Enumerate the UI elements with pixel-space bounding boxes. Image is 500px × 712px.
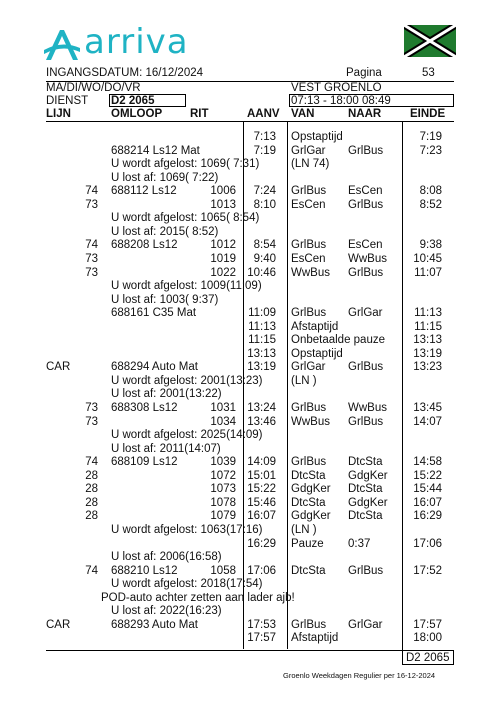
row-naar: WwBus bbox=[348, 252, 387, 265]
row-naar: DtcSta bbox=[348, 510, 383, 523]
row-aanv: 17:57 bbox=[247, 632, 276, 645]
row-van: GdgKer bbox=[291, 510, 331, 523]
row-note-wide: POD-auto achter zetten aan lader ajb! bbox=[101, 591, 295, 604]
row-einde: 16:07 bbox=[413, 496, 442, 509]
footer-dienst: D2 2065 bbox=[406, 652, 450, 664]
row-rit: 1073 bbox=[210, 483, 236, 496]
days: MA/DI/WO/DO/VR bbox=[46, 82, 141, 94]
time-range: 07:13 - 18:00 08:49 bbox=[291, 95, 391, 107]
row-einde: 18:00 bbox=[413, 632, 442, 645]
row-van: WwBus bbox=[291, 415, 330, 428]
row-aanv: 8:54 bbox=[253, 239, 276, 252]
col-naar: NAAR bbox=[348, 108, 382, 120]
row-van: GrlBus bbox=[291, 456, 327, 469]
row-aanv: 7:24 bbox=[253, 185, 276, 198]
row-rit: 1034 bbox=[210, 415, 236, 428]
row-aanv: 15:46 bbox=[247, 496, 276, 509]
row-rit: 1079 bbox=[210, 510, 236, 523]
row-naar: GrlGar bbox=[348, 307, 383, 320]
col-rit: RIT bbox=[190, 108, 209, 120]
row-einde: 15:22 bbox=[413, 469, 442, 482]
row-van: GrlBus bbox=[291, 239, 327, 252]
row-einde: 13:23 bbox=[413, 361, 442, 374]
row-aanv: 17:06 bbox=[247, 564, 276, 577]
row-rit: 1022 bbox=[210, 266, 236, 279]
row-van: EsCen bbox=[291, 252, 326, 265]
row-naar: GrlBus bbox=[348, 564, 384, 577]
row-van: EsCen bbox=[291, 198, 326, 211]
row-naar: 0:37 bbox=[348, 537, 371, 550]
row-van: (LN ) bbox=[291, 374, 317, 387]
row-van: DtcSta bbox=[291, 469, 326, 482]
row-rit: 1031 bbox=[210, 402, 236, 414]
row-note: U wordt afgelost: 1063(17:16) bbox=[111, 523, 263, 536]
row-rit: 1072 bbox=[210, 469, 236, 482]
col-omloop: OMLOOP bbox=[111, 108, 163, 120]
row-lijn: 73 bbox=[85, 198, 98, 211]
row-naar: DtcSta bbox=[348, 483, 383, 496]
row-van: GrlBus bbox=[291, 307, 327, 320]
row-note: U lost af: 1069( 7:22) bbox=[111, 171, 219, 184]
row-van: Opstaptijd bbox=[291, 347, 343, 360]
row-aanv: 16:07 bbox=[247, 510, 276, 523]
row-naar: GrlBus bbox=[348, 266, 384, 279]
row-aanv: 11:15 bbox=[248, 334, 276, 347]
row-aanv: 9:40 bbox=[253, 252, 276, 265]
col-van: VAN bbox=[291, 108, 315, 120]
row-einde: 14:58 bbox=[413, 456, 442, 469]
row-van: GrlGar bbox=[291, 144, 326, 157]
col-einde: EINDE bbox=[410, 108, 446, 120]
row-van: GrlBus bbox=[291, 402, 327, 414]
row-lijn: 74 bbox=[85, 239, 98, 252]
dienst-value: D2 2065 bbox=[111, 95, 155, 107]
row-omloop: 688293 Auto Mat bbox=[111, 618, 198, 631]
row-einde: 11:07 bbox=[414, 266, 442, 279]
row-naar: GrlBus bbox=[348, 198, 384, 211]
row-lijn: 73 bbox=[85, 252, 98, 265]
footer-rule bbox=[46, 650, 454, 651]
row-einde: 13:45 bbox=[413, 402, 442, 414]
row-omloop: 688308 Ls12 bbox=[111, 402, 178, 414]
row-einde: 17:52 bbox=[413, 564, 442, 577]
row-lijn: 74 bbox=[85, 456, 98, 469]
row-rit: 1019 bbox=[210, 252, 236, 265]
row-naar: EsCen bbox=[348, 185, 383, 198]
row-rit: 1078 bbox=[210, 496, 236, 509]
col-lijn: LIJN bbox=[46, 108, 71, 120]
row-lijn: 73 bbox=[85, 415, 98, 428]
row-naar: GrlBus bbox=[348, 144, 384, 157]
row-einde: 8:52 bbox=[419, 198, 442, 211]
row-omloop: 688161 C35 Mat bbox=[111, 307, 197, 320]
row-van: (LN ) bbox=[291, 523, 317, 536]
row-einde: 7:23 bbox=[419, 144, 442, 157]
row-note: U lost af: 2022(16:23) bbox=[111, 605, 222, 618]
row-aanv: 14:09 bbox=[247, 456, 276, 469]
row-aanv: 13:46 bbox=[247, 415, 276, 428]
row-einde: 13:19 bbox=[413, 347, 442, 360]
row-aanv: 13:24 bbox=[247, 402, 276, 414]
row-naar: GrlBus bbox=[348, 361, 384, 374]
row-naar: DtcSta bbox=[348, 456, 383, 469]
vestiging: VEST GROENLO bbox=[291, 82, 382, 94]
row-note: U wordt afgelost: 1065( 8:54) bbox=[111, 212, 260, 225]
row-note: U wordt afgelost: 2025(14:09) bbox=[111, 429, 263, 442]
dienst-label: DIENST bbox=[46, 95, 89, 107]
pagina-label: Pagina bbox=[346, 67, 382, 79]
row-rit: 1039 bbox=[210, 456, 236, 469]
row-note: U lost af: 1003( 9:37) bbox=[111, 293, 219, 306]
row-einde: 9:38 bbox=[419, 239, 442, 252]
row-einde: 13:13 bbox=[413, 334, 442, 347]
row-einde: 11:13 bbox=[414, 307, 442, 320]
row-naar: EsCen bbox=[348, 239, 383, 252]
row-aanv: 15:22 bbox=[247, 483, 276, 496]
row-van: Onbetaalde pauze bbox=[291, 334, 385, 347]
brand-logo-text: arriva bbox=[84, 22, 189, 62]
row-omloop: 688214 Ls12 Mat bbox=[111, 144, 200, 157]
row-omloop: 688112 Ls12 bbox=[111, 185, 177, 198]
row-einde: 10:45 bbox=[413, 252, 442, 265]
row-rit: 1006 bbox=[210, 185, 236, 198]
row-aanv: 13:13 bbox=[247, 347, 276, 360]
row-aanv: 10:46 bbox=[247, 266, 276, 279]
row-van: Pauze bbox=[291, 537, 324, 550]
row-van: Opstaptijd bbox=[291, 131, 343, 143]
row-note: U wordt afgelost: 1009(11:09) bbox=[111, 280, 262, 293]
row-einde: 7:19 bbox=[419, 131, 442, 143]
row-lijn: CAR bbox=[46, 361, 71, 374]
row-aanv: 17:53 bbox=[247, 618, 276, 631]
row-note: U wordt afgelost: 2018(17:54) bbox=[111, 578, 263, 591]
row-van: GrlBus bbox=[291, 185, 327, 198]
row-van: (LN 74) bbox=[291, 158, 330, 171]
row-van: Afstaptijd bbox=[291, 320, 339, 333]
row-lijn: 73 bbox=[85, 266, 98, 279]
row-lijn: 28 bbox=[85, 483, 98, 496]
col-aanv: AANV bbox=[247, 108, 280, 120]
pagina-value: 53 bbox=[422, 67, 435, 79]
row-omloop: 688109 Ls12 bbox=[111, 456, 178, 469]
row-note: U lost af: 2001(13:22) bbox=[111, 388, 222, 401]
row-note: U wordt afgelost: 2001(13:23) bbox=[111, 374, 263, 387]
row-van: GrlGar bbox=[291, 361, 326, 374]
row-naar: GdgKer bbox=[348, 469, 388, 482]
row-lijn: 74 bbox=[85, 185, 98, 198]
row-van: DtcSta bbox=[291, 496, 326, 509]
row-aanv: 11:13 bbox=[248, 320, 276, 333]
row-aanv: 7:19 bbox=[253, 144, 276, 157]
row-van: DtcSta bbox=[291, 564, 326, 577]
row-note: U lost af: 2006(16:58) bbox=[111, 551, 222, 564]
row-aanv: 8:10 bbox=[253, 198, 276, 211]
row-lijn: 74 bbox=[85, 564, 98, 577]
row-einde: 11:15 bbox=[414, 320, 442, 333]
row-einde: 16:29 bbox=[413, 510, 442, 523]
row-rit: 1013 bbox=[210, 198, 236, 211]
row-omloop: 688294 Auto Mat bbox=[111, 361, 198, 374]
row-omloop: 688210 Ls12 bbox=[111, 564, 178, 577]
row-naar: GdgKer bbox=[348, 496, 388, 509]
row-aanv: 16:29 bbox=[247, 537, 276, 550]
row-lijn: 28 bbox=[85, 510, 98, 523]
row-naar: GrlGar bbox=[348, 618, 383, 631]
row-einde: 15:44 bbox=[413, 483, 442, 496]
row-lijn: CAR bbox=[46, 618, 71, 631]
row-aanv: 15:01 bbox=[247, 469, 276, 482]
row-naar: GrlBus bbox=[348, 415, 384, 428]
footer-note: Groenlo Weekdagen Regulier per 16-12-2024 bbox=[283, 671, 436, 680]
row-einde: 14:07 bbox=[413, 415, 442, 428]
row-lijn: 73 bbox=[85, 402, 98, 414]
row-lijn: 28 bbox=[85, 469, 98, 482]
row-van: GdgKer bbox=[291, 483, 331, 496]
row-note: U wordt afgelost: 1069( 7:31) bbox=[111, 158, 260, 171]
row-rit: 1058 bbox=[210, 564, 236, 577]
row-aanv: 7:13 bbox=[253, 131, 276, 143]
row-aanv: 11:09 bbox=[248, 307, 276, 320]
row-einde: 17:57 bbox=[413, 618, 442, 631]
row-note: U lost af: 2011(14:07) bbox=[111, 442, 221, 455]
row-aanv: 13:19 bbox=[247, 361, 276, 374]
row-van: GrlBus bbox=[291, 618, 327, 631]
ingangsdatum: INGANGSDATUM: 16/12/2024 bbox=[46, 67, 204, 79]
row-van: WwBus bbox=[291, 266, 330, 279]
row-note: U lost af: 2015( 8:52) bbox=[111, 225, 219, 238]
row-naar: WwBus bbox=[348, 402, 387, 414]
row-einde: 17:06 bbox=[413, 537, 442, 550]
row-lijn: 28 bbox=[85, 496, 98, 509]
row-einde: 8:08 bbox=[419, 185, 442, 198]
row-omloop: 688208 Ls12 bbox=[111, 239, 178, 252]
row-rit: 1012 bbox=[210, 239, 236, 252]
row-van: Afstaptijd bbox=[291, 632, 339, 645]
